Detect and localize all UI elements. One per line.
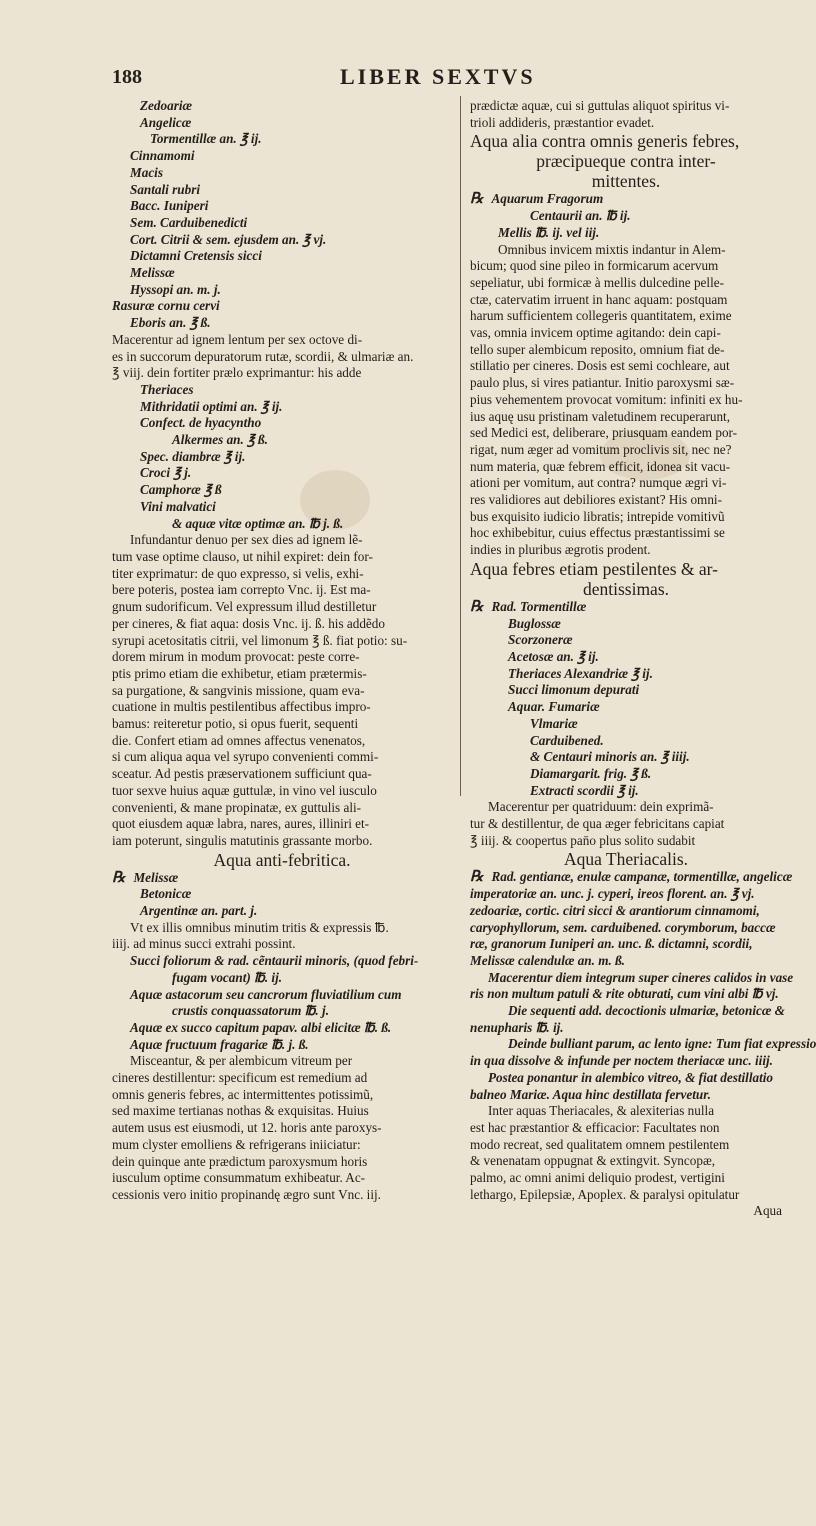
line-text: Angelicæ — [140, 114, 192, 130]
text-line — [112, 970, 452, 987]
line-text: Deinde bulliant parum, ac lento igne: Tum fiat expressio — [508, 1036, 816, 1052]
line-text: sed maxime tertianas nothas & exquisitas. Huius — [112, 1103, 369, 1119]
line-text: iiij. ad minus succi extrahi possint. — [112, 936, 296, 952]
line-text: es in succorum depuratorum rutæ, scordii, & ulmariæ an. — [112, 348, 414, 364]
line-text: Rasuræ cornu cervi — [112, 298, 220, 314]
text-line — [470, 903, 782, 920]
text-line — [470, 666, 782, 683]
line-text: num materia, quæ febrem efficit, idonea sit vacu- — [470, 458, 731, 474]
line-text: Mithridatii optimi an. ℥ ij. — [140, 398, 283, 414]
text-line — [112, 1053, 452, 1070]
line-text: Mellis ℔. ij. vel iij. — [498, 224, 600, 240]
line-text: paulo plus, si vires patiantur. Initio paroxysmi sæ- — [470, 375, 735, 391]
text-line — [112, 599, 452, 616]
line-text: harum sufficientem collegeris quantitatem, exime — [470, 308, 732, 324]
line-text: dentissimas. — [582, 578, 670, 599]
line-text: Rad. gentianæ, enulæ campanæ, tormentillæ, angelicæ — [491, 869, 793, 885]
line-text: bicum; quod sine pileo in formicarum acervum — [470, 258, 719, 274]
text-line — [470, 1170, 782, 1187]
line-text: balneo Mariæ. Aqua hinc destillata fervetur. — [470, 1086, 711, 1102]
text-line — [470, 509, 782, 526]
page-header — [112, 66, 772, 96]
text-line — [470, 920, 782, 937]
line-text: Cort. Citrii & sem. ejusdem an. ℥ vj. — [130, 231, 327, 247]
line-text: rigat, num æger ad vomitum proclivis sit, nec ne? — [470, 441, 732, 457]
line-text: tur & destillentur, de qua æger febricitans capiat — [470, 816, 725, 832]
line-text: Camphoræ ℥ ß — [140, 482, 222, 498]
line-text: Acetosæ an. ℥ ij. — [508, 648, 599, 664]
line-text: Aqua — [753, 1203, 782, 1219]
line-text: sceatur. Ad pestis præservationem sufficiunt qua- — [112, 766, 372, 782]
text-line — [470, 425, 782, 442]
text-line — [470, 616, 782, 633]
line-text: gnum sudorificum. Vel expressum illud destilletur — [112, 599, 377, 615]
section-heading — [470, 579, 782, 599]
line-text: Aqua anti-febritica. — [213, 849, 351, 870]
line-text: Extracti scordii ℥ ij. — [530, 782, 639, 798]
line-text: præcipueque contra inter- — [536, 151, 716, 172]
text-line — [112, 582, 452, 599]
line-text: & Centauri minoris an. ℥ iiij. — [530, 749, 690, 765]
line-text: ris non multum patuli & rite obturati, cum vini albi ℔ vj. — [470, 986, 779, 1002]
text-line — [470, 208, 782, 225]
text-line — [112, 833, 452, 850]
line-text: tum vase optime clauso, ut nihil expiret: dein for- — [112, 548, 373, 564]
catchword — [470, 1203, 782, 1220]
text-line — [112, 749, 452, 766]
line-text: hoc exhibebitur, cuius effectus præstantissimi se — [470, 525, 725, 541]
text-line — [112, 265, 452, 282]
line-text: Centaurii an. ℔ ij. — [530, 208, 631, 224]
line-text: Melissæ — [130, 265, 175, 281]
column-divider — [460, 96, 461, 796]
line-text: caryophyllorum, sem. carduibened. corymborum, baccæ — [470, 919, 776, 935]
line-text: Postea ponantur in alembico vitreo, & fiat destillatio — [488, 1069, 773, 1085]
line-text: Macis — [130, 164, 163, 180]
line-text: Diamargarit. frig. ℥ ß. — [530, 765, 652, 781]
line-text: Aqua alia contra omnis generis febres, — [470, 131, 740, 152]
text-line — [470, 969, 794, 987]
text-line — [112, 616, 452, 633]
text-line — [112, 733, 452, 750]
text-line — [470, 258, 782, 275]
text-line — [470, 1036, 816, 1053]
text-line — [112, 920, 452, 937]
text-line — [112, 248, 452, 265]
line-text: autem usus est eiusmodi, ut 12. horis ante paroxys- — [112, 1120, 382, 1136]
text-line — [470, 409, 782, 426]
section-heading — [470, 849, 782, 869]
line-text: est hac præstantior & efficacior: Facultates non — [470, 1119, 720, 1135]
text-line — [112, 683, 452, 700]
line-text: mum clyster emolliens & refrigerans iniiciatur: — [112, 1136, 361, 1152]
line-text: Theriaces Alexandriæ ℥ ij. — [508, 665, 653, 681]
text-line — [470, 525, 782, 542]
line-text: Vini malvatici — [140, 498, 216, 514]
text-line — [470, 1053, 782, 1070]
line-text: stillatio per cineres. Dosis est semi cochleare, aut — [470, 358, 730, 374]
line-text: mittentes. — [591, 171, 661, 192]
text-line — [470, 799, 782, 816]
text-line — [112, 465, 452, 482]
text-line — [470, 886, 782, 903]
line-text: Sem. Carduibenedicti — [130, 214, 248, 230]
line-text: ius aquę usu pristinam valetudinem recuperarunt, — [470, 408, 731, 424]
text-line — [112, 232, 452, 249]
text-line — [112, 549, 452, 566]
line-text: dorem mirum in modum provocat: peste corre- — [112, 649, 360, 665]
line-text: syrupi acetositatis citrii, vel limonum ℥ ß. fiat potio: su- — [112, 632, 408, 648]
line-text: titer exprimatur: de quo expresso, si velis, exhi- — [112, 565, 364, 581]
line-text: Melissæ calendulæ an. m. ß. — [470, 952, 625, 968]
right-column — [470, 98, 816, 1220]
line-text: sa purgatione, & sangvinis missione, quam eva- — [112, 682, 365, 698]
section-heading — [470, 171, 782, 191]
text-line — [470, 392, 782, 409]
text-line — [112, 1020, 452, 1037]
line-text: Dictamni Cretensis sicci — [130, 248, 262, 264]
line-text: tuor sexve huius aquæ guttulæ, in vino vel iusculo — [112, 782, 377, 798]
text-line — [112, 449, 452, 466]
text-line — [470, 632, 782, 649]
line-text: Aqua febres etiam pestilentes & ar- — [470, 558, 718, 579]
text-line — [112, 332, 452, 349]
text-line — [112, 953, 452, 970]
text-line — [112, 1003, 452, 1020]
line-text: lethargo, Epilepsiæ, Apoplex. & paralysi opitulatur — [470, 1186, 740, 1202]
text-line — [112, 649, 452, 666]
left-column — [112, 98, 452, 1204]
line-text: tello super alembicum reposito, omnium fiat de- — [470, 341, 725, 357]
line-text: Theriaces — [140, 381, 194, 397]
line-text: modo recreat, sed qualitatem omnem pestilentem — [470, 1136, 730, 1152]
line-text: Rad. Tormentillæ — [491, 598, 587, 614]
section-heading — [470, 559, 782, 579]
text-line — [112, 633, 452, 650]
text-line — [112, 382, 452, 399]
text-line — [112, 936, 452, 953]
line-text: bamus: reiteretur potio, si opus fuerit, sequenti — [112, 716, 359, 732]
section-heading — [470, 151, 782, 171]
text-line — [470, 242, 782, 259]
line-text: Aquæ fructuum fragariæ ℔. j. ß. — [130, 1036, 309, 1052]
text-line — [112, 349, 452, 366]
text-line — [112, 1037, 452, 1054]
text-line — [112, 298, 452, 315]
line-text: Misceantur, & per alembicum vitreum per — [130, 1053, 353, 1069]
text-line — [470, 599, 782, 616]
text-line — [470, 649, 782, 666]
line-text: Argentinæ an. part. j. — [140, 903, 258, 919]
line-text: Spec. diambræ ℥ ij. — [140, 448, 246, 464]
line-text: Aquar. Fumariæ — [508, 699, 600, 715]
text-line — [470, 783, 782, 800]
text-line — [470, 459, 782, 476]
section-heading — [112, 850, 452, 870]
recipe-icon: ℞ — [112, 869, 126, 886]
text-line — [470, 275, 782, 292]
line-text: cuatione in multis pestilentibus affectibus impro- — [112, 699, 371, 715]
line-text: & venenatam oppugnat & extingvit. Syncopæ, — [470, 1153, 716, 1169]
line-text: Succi foliorum & rad. cẽntaurii minoris, (quod febri- — [130, 953, 419, 969]
line-text: ptis primo etiam die exhibetur, etiam prætermis- — [112, 665, 367, 681]
text-line — [112, 1170, 452, 1187]
text-line — [112, 886, 452, 903]
text-line — [470, 191, 782, 208]
text-line — [470, 1137, 782, 1154]
line-text: Melissæ — [133, 869, 179, 885]
line-text: crustis conquassatorum ℔. j. — [172, 1003, 329, 1019]
text-line — [470, 699, 782, 716]
text-line — [470, 1087, 782, 1104]
line-text: Vt ex illis omnibus minutim tritis & expressis ℔. — [130, 919, 389, 935]
line-text: Omnibus invicem mixtis indantur in Alem- — [498, 241, 726, 257]
text-line — [470, 953, 782, 970]
text-line — [112, 532, 452, 549]
text-line — [112, 98, 452, 115]
line-text: Succi limonum depurati — [508, 682, 640, 698]
line-text: ℥ viij. dein fortiter prælo exprimantur: his adde — [112, 365, 362, 381]
line-text: ctæ, catervatim irruent in hanc aquam: postquam — [470, 291, 728, 307]
text-line — [470, 749, 782, 766]
line-text: si cum aliqua aqua vel syrupo convenienti commi- — [112, 749, 379, 765]
line-text: fugam vocant) ℔. ij. — [172, 969, 283, 985]
text-line — [470, 475, 782, 492]
text-line — [112, 766, 452, 783]
text-line — [470, 342, 782, 359]
line-text: in qua dissolve & infunde per noctem theriacæ unc. iiij. — [470, 1053, 773, 1069]
text-line — [470, 375, 782, 392]
line-text: iusculum optime consummatum exhibeatur. Ac- — [112, 1170, 366, 1186]
text-line — [470, 358, 782, 375]
line-text: die. Confert etiam ad omnes affectus venenatos, — [112, 732, 366, 748]
line-text: omnis generis febres, ac intermittentes potissimũ, — [112, 1086, 374, 1102]
text-line — [470, 1103, 782, 1120]
text-line — [112, 566, 452, 583]
line-text: iam poterunt, singulis matutinis grassante morbo. — [112, 832, 373, 848]
text-line — [470, 766, 782, 783]
line-text: Infundantur denuo per sex dies ad ignem lẽ- — [130, 532, 363, 548]
text-line — [112, 1154, 452, 1171]
line-text: zedoariæ, cortic. citri sicci & arantiorum cinnamomi, — [470, 902, 760, 918]
line-text: Inter aquas Theriacales, & alexiterias nulla — [488, 1103, 715, 1119]
text-line — [112, 1070, 452, 1087]
text-line — [470, 115, 782, 132]
line-text: Hyssopi an. m. j. — [130, 281, 221, 297]
line-text: per cineres, & fiat aqua: dosis Vnc. ij. ß. his addẽdo — [112, 615, 385, 631]
text-line — [470, 716, 782, 733]
text-line — [112, 182, 452, 199]
text-line — [112, 1103, 452, 1120]
text-line — [112, 415, 452, 432]
line-text: Cinnamomi — [130, 148, 195, 164]
recipe-icon: ℞ — [470, 869, 484, 886]
line-text: Vlmariæ — [530, 715, 578, 731]
text-line — [112, 699, 452, 716]
line-text: Scorzoneræ — [508, 632, 573, 648]
section-heading — [470, 131, 782, 151]
line-text: trioli addideris, præstantior evadet. — [470, 114, 655, 130]
text-line — [470, 1120, 782, 1137]
line-text: Croci ℥ j. — [140, 465, 192, 481]
line-text: nenupharis ℔. ij. — [470, 1019, 564, 1035]
line-text: Santali rubri — [130, 181, 201, 197]
line-text: imperatoriæ an. unc. j. cyperi, ireos florent. an. ℥ vj. — [470, 886, 755, 902]
line-text: ræ, granorum Iuniperi an. unc. ß. dictamni, scordii, — [470, 936, 753, 952]
line-text: pius vehementem provocat vomitum: infiniti ex hu- — [470, 391, 743, 407]
text-line — [470, 986, 782, 1003]
line-text: Aqua Theriacalis. — [563, 849, 689, 870]
text-line — [470, 1020, 782, 1037]
line-text: vas, omnia invicem optime agitando: dein capi- — [470, 325, 721, 341]
line-text: ationi per vomitum, aut contra? numque ægri vi- — [470, 475, 727, 491]
line-text: Zedoariæ — [140, 98, 193, 113]
line-text: Buglossæ — [508, 615, 561, 631]
text-line — [112, 432, 452, 449]
text-line — [470, 1070, 782, 1087]
line-text: Aquarum Fragorum — [491, 191, 604, 207]
text-line — [112, 800, 452, 817]
text-line — [112, 165, 452, 182]
text-line — [470, 325, 782, 342]
text-line — [112, 987, 452, 1004]
line-text: Aquæ ex succo capitum papav. albi elicitæ ℔. ß. — [130, 1019, 392, 1035]
recipe-icon: ℞ — [470, 191, 484, 208]
text-line — [112, 783, 452, 800]
line-text: Macerentur ad ignem lentum per sex octove di- — [112, 331, 363, 347]
text-line — [112, 148, 452, 165]
text-line — [470, 98, 782, 115]
text-line — [112, 1137, 452, 1154]
line-text: Macerentur diem integrum super cineres calidos in vase — [488, 969, 794, 985]
line-text: bus exquisito iudicio libratis; intrepide vomitivũ — [470, 508, 725, 524]
line-text: prædictæ aquæ, cui si guttulas aliquot spiritus vi- — [470, 98, 730, 113]
line-text: sed Medici est, deliberare, priusquam eandem por- — [470, 425, 738, 441]
text-line — [112, 716, 452, 733]
running-head: LIBER SEXTVS — [340, 64, 536, 89]
line-text: convenienti, & mane propinatæ, ex guttulis ali- — [112, 799, 362, 815]
line-text: Confect. de hyacyntho — [140, 415, 262, 431]
text-line — [470, 833, 782, 850]
text-line — [112, 516, 452, 533]
line-text: Carduibened. — [530, 732, 604, 748]
line-text: dein quinque ante prædictum paroxysmum horis — [112, 1153, 368, 1169]
text-line — [112, 399, 452, 416]
text-line — [112, 482, 452, 499]
page-number: 188 — [112, 66, 142, 88]
line-text: bere poteris, postea iam correpto Vnc. ij. Est ma- — [112, 582, 371, 598]
text-line — [112, 666, 452, 683]
text-line — [112, 115, 452, 132]
text-line — [470, 682, 782, 699]
text-line — [470, 1153, 782, 1170]
text-line — [112, 1187, 452, 1204]
text-line — [112, 215, 452, 232]
text-line — [470, 225, 782, 242]
text-line — [470, 308, 782, 325]
text-line — [112, 870, 452, 887]
line-text: Eboris an. ℥ ß. — [130, 315, 211, 331]
line-text: palmo, ac omni animi deliquio prodest, vertigini — [470, 1170, 725, 1186]
line-text: ℥ iiij. & coopertus pan̄o plus solito sudabit — [470, 832, 696, 848]
text-line — [112, 198, 452, 215]
line-text: indies in pluribus ægrotis prodent. — [470, 542, 651, 558]
line-text: Bacc. Iuniperi — [130, 198, 209, 214]
text-line — [470, 1003, 785, 1020]
line-text: sepeliatur, ubi formicæ à mellis dulcedine pelle- — [470, 274, 724, 290]
text-line — [470, 542, 782, 559]
text-line — [470, 292, 782, 309]
text-line — [112, 903, 452, 920]
text-line — [112, 499, 452, 516]
text-line — [470, 1187, 782, 1204]
text-line — [112, 1120, 452, 1137]
text-line — [470, 492, 782, 509]
line-text: Aquæ astacorum seu cancrorum fluviatilium cum — [130, 986, 402, 1002]
line-text: Die sequenti add. decoctionis ulmariæ, betonicæ & — [508, 1003, 785, 1019]
line-text: res validiores aut debiliores existant? His omni- — [470, 492, 722, 508]
text-line — [112, 282, 452, 299]
text-line — [470, 816, 782, 833]
line-text: cineres destillentur: specificum est remedium ad — [112, 1070, 368, 1086]
text-line — [112, 365, 452, 382]
line-text: & aquæ vitæ optimæ an. ℔ j. ß. — [172, 515, 344, 531]
line-text: Betonicæ — [140, 886, 192, 902]
text-line — [112, 131, 452, 148]
text-line — [112, 1087, 452, 1104]
line-text: Tormentillæ an. ℥ ij. — [150, 131, 262, 147]
line-text: quot eiusdem aquæ labra, nares, aures, illiniri et- — [112, 816, 370, 832]
text-line — [470, 733, 782, 750]
line-text: cessionis vero initio propinandę ægro sunt Vnc. iij. — [112, 1187, 381, 1202]
line-text: Alkermes an. ℥ ß. — [172, 432, 268, 448]
recipe-icon: ℞ — [470, 598, 484, 615]
text-line — [112, 315, 452, 332]
text-line — [470, 442, 782, 459]
text-line — [470, 936, 782, 953]
line-text: Macerentur per quatriduum: dein exprimã- — [488, 799, 714, 815]
text-line — [470, 869, 793, 886]
text-line — [112, 816, 452, 833]
